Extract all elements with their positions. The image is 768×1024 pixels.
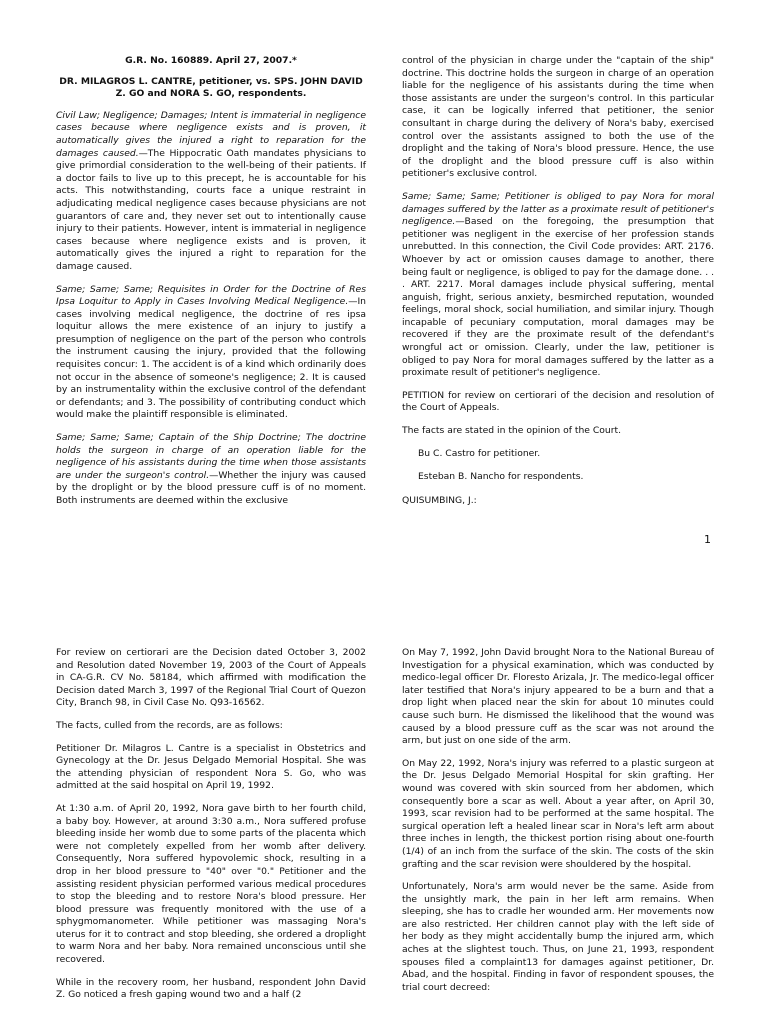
paragraph: For review on certiorari are the Decision dated October 3, 2002 and Resolution dated November 19, 2003 of the Court of Appeals in CA-G.R. CV No. 58184, which affirmed with modification the Decision dated March 3, 1997 of the Regional Trial Court of Quezon City, Branch 98, in Civil Case No. Q93-16562. [56, 647, 366, 709]
syllabus-4 [402, 191, 714, 380]
document-page-2 [0, 640, 768, 1024]
page1-left-column [56, 55, 366, 518]
page-gap [0, 580, 768, 640]
page-number: 1 [704, 533, 711, 546]
syllabus-1-heading: Civil Law; Negligence; Damages; Intent is immaterial in negligence cases because where negligence exists and is proven, it automatically gives the injured a right to reparation for the damages caused. [56, 109, 366, 159]
facts-stated-line: The facts are stated in the opinion of the Court. [402, 425, 622, 437]
paragraph: Petitioner Dr. Milagros L. Cantre is a specialist in Obstetrics and Gynecology at the Dr. Jesus Delgado Memorial Hospital. She was the attending physician of respondent Nora S. Go, who was admitted at the said hospital on April 19, 1992. [56, 742, 366, 792]
paragraph: Unfortunately, Nora's arm would never be the same. Aside from the unsightly mark, the pain in her left arm remains. When sleeping, she has to cradle her wounded arm. Her movements now are also restricted. Her children cannot play with the left side of her body as they might accidentally bump the injured arm, which aches at the slightest touch. Thus, on June 21, 1993, respondent spouses filed a complaint13 for damages against petitioner, Dr. Abad, and the hospital. Finding in favor of respondent spouses, the trial court decreed: [402, 881, 714, 993]
paragraph: At 1:30 a.m. of April 20, 1992, Nora gave birth to her fourth child, a baby boy. However, at around 3:30 a.m., Nora suffered profuse bleeding inside her womb due to some parts of the placenta which were not completely expelled from her womb after delivery. Consequently, Nora suffered hypovolemic shock, resulting in a drop in her blood pressure to "40" over "0." Petitioner and the assisting resident physician performed various medical procedures to stop the bleeding and to restore Nora's blood pressure. Her blood pressure was frequently monitored with the use of a sphygmomanometer. While petitioner was massaging Nora's uterus for it to contract and stop bleeding, she ordered a droplight to warm Nora and her baby. Nora remained unconscious until she recovered. [56, 802, 366, 966]
counsel-respondents: Esteban B. Nancho for respondents. [418, 471, 584, 483]
syllabus-1 [56, 110, 366, 274]
syllabus-2-text: —In cases involving medical negligence, the doctrine of res ipsa loquitur allows the mere existence of an injury to justify a presumption of negligence on the part of the person who controls the instrument causing the injury, provided that the following requisites concur: 1. The accident is of a kind which ordinarily does not occur in the absence of someone's negligence; 2. It is caused by an instrumentality within the exclusive control of the defendant or defendants; and 3. The possibility of contributing conduct which would make the plaintiff responsible is eliminated. [56, 296, 366, 421]
paragraph: The facts, culled from the records, are as follows: [56, 719, 283, 731]
counsel-petitioner: Bu C. Castro for petitioner. [418, 447, 541, 459]
syllabus-3-text: —Whether the injury was caused by the droplight or by the blood pressure cuff is of no moment. Both instruments are deemed within the exclusive [56, 469, 366, 506]
syllabus-1-text: —The Hippocratic Oath mandates physicians to give primordial consideration to the well-being of their patients. If a doctor fails to live up to this precept, he is accountable for his acts. This notwithstanding, courts face a unique restraint in adjudicating medical negligence cases because physicians are not guarantors of care and, they never set out to intentionally cause injury to their patients. However, intent is immaterial in negligence cases because where negligence exists and is proven, it automatically gives the injured a right to reparation for the damage caused. [56, 147, 366, 272]
syllabus-4-text: —Based on the foregoing, the presumption that petitioner was negligent in the exercise of her profession stands unrebutted. In this connection, the Civil Code provides: ART. 2176. Whoever by act or omission causes damage to another, there being fault or negligence, is obliged to pay for the damage done. . . . ART. 2217. Moral damages include physical suffering, mental anguish, fright, serious anxiety, besmirched reputation, wounded feelings, moral shock, social humiliation, and similar injury. Though incapable of pecuniary computation, moral damages may be recovered if they are the proximate result of the defendant's wrongful act or omission. Clearly, under the law, petitioner is obliged to pay Nora for moral damages suffered by the latter as a proximate result of petitioner's negligence. [402, 216, 714, 379]
syllabus-2 [56, 284, 366, 423]
page1-right-column [402, 55, 714, 517]
page2-right-column [402, 647, 714, 1004]
paragraph: While in the recovery room, her husband, respondent John David Z. Go noticed a fresh gaping wound two and a half (2 [56, 976, 366, 1001]
syllabus-3 [56, 432, 366, 508]
page2-left-column [56, 647, 366, 1012]
syllabus-3-heading: Same; Same; Same; Captain of the Ship Doctrine; The doctrine holds the surgeon in charge of an operation liable for the negligence of his assistants during the time when those assistants are under the surgeon's control. [56, 432, 366, 481]
paragraph: On May 7, 1992, John David brought Nora to the National Bureau of Investigation for a physical examination, which was conducted by medico-legal officer Dr. Floresto Arizala, Jr. The medico-legal officer later testified that Nora's injury appeared to be a burn and that a drop light when placed near the skin for about 10 minutes could cause such burn. He dismissed the likelihood that the wound was caused by a blood pressure cuff as the scar was not around the arm, but just on one side of the arm. [402, 647, 714, 747]
paragraph: On May 22, 1992, Nora's injury was referred to a plastic surgeon at the Dr. Jesus Delgado Memorial Hospital for skin grafting. Her wound was covered with skin sourced from her abdomen, which consequently bore a scar as well. About a year after, on April 30, 1993, scar revision had to be performed at the same hospital. The surgical operation left a healed linear scar in Nora's left arm about three inches in length, the thickest portion rising about one-fourth (1/4) of an inch from the surface of the skin. The costs of the skin grafting and the scar revision were shouldered by the hospital. [402, 757, 714, 870]
case-parties: DR. MILAGROS L. CANTRE, petitioner, vs. SPS. JOHN DAVID Z. GO and NORA S. GO, respondents. [59, 75, 363, 100]
ponente: QUISUMBING, J.: [402, 494, 477, 506]
case-title: G.R. No. 160889. April 27, 2007.* [125, 55, 297, 66]
petition-line: PETITION for review on certiorari of the decision and resolution of the Court of Appeals. [402, 389, 714, 414]
syllabus-2-heading: Same; Same; Same; Requisites in Order for the Doctrine of Res Ipsa Loquitur to Apply in Cases Involving Medical Negligence. [56, 283, 366, 308]
syllabus-3-continued: control of the physician in charge under the "captain of the ship" doctrine. This doctrine holds the surgeon in charge of an operation liable for the negligence of his assistants during the time when those assistants are under the surgeon's control. In this particular case, it can be logically inferred that petitioner, the senior consultant in charge during the delivery of Nora's baby, exercised control over the assistants assigned to both the use of the droplight and the taking of Nora's blood pressure. Hence, the use of the droplight and the blood pressure cuff is also within petitioner's exclusive control. [402, 55, 714, 180]
syllabus-4-heading: Same; Same; Same; Petitioner is obliged to pay Nora for moral damages suffered by the latter as a proximate result of petitioner's negligence. [402, 190, 714, 228]
